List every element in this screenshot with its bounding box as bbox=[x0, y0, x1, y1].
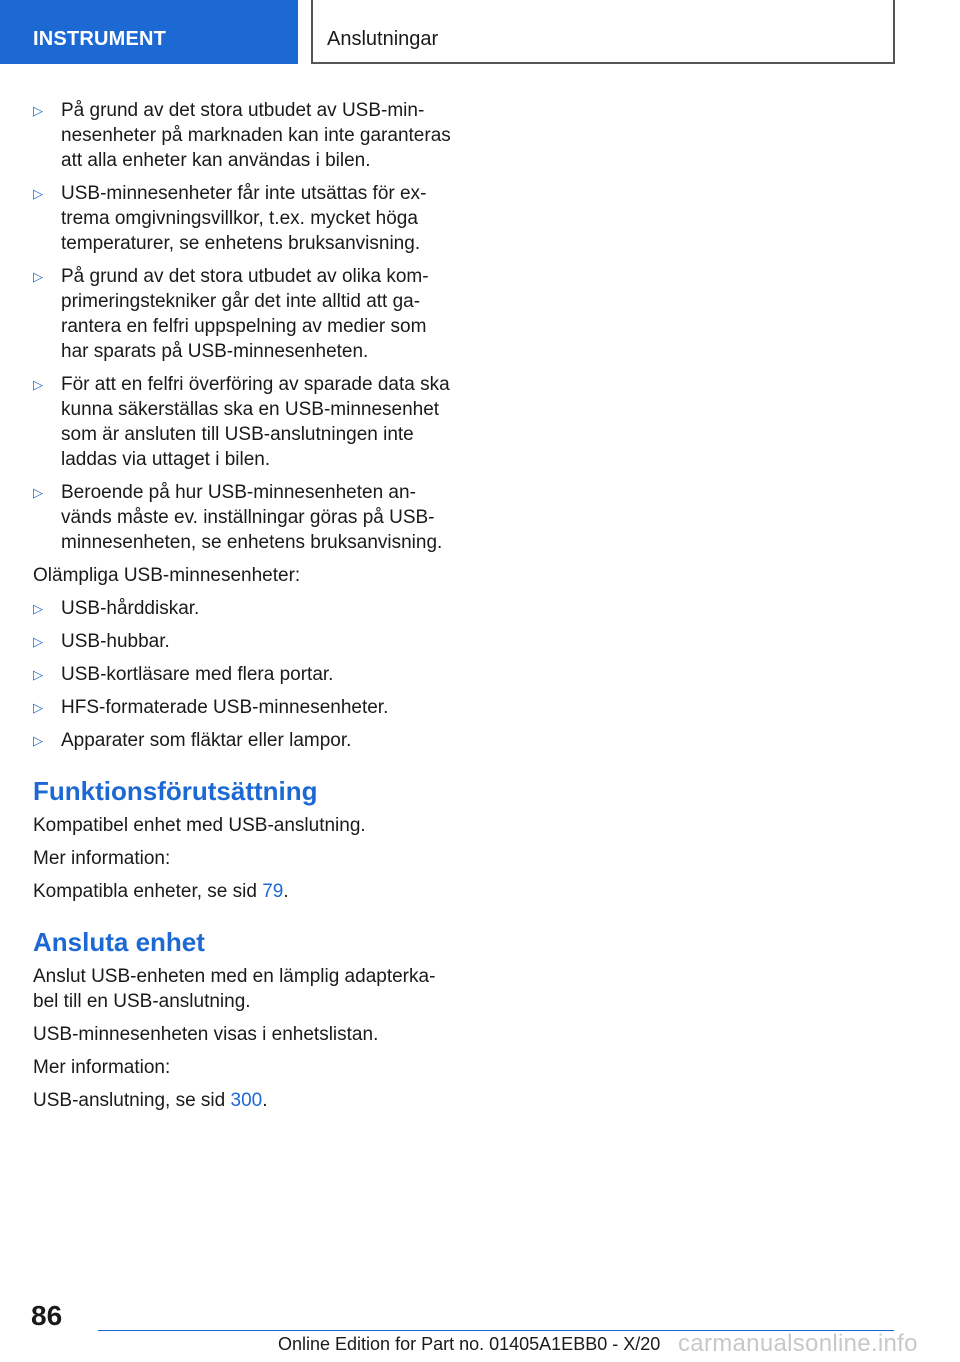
triangle-right-icon: ▷ bbox=[33, 634, 43, 649]
main-content bbox=[33, 98, 453, 1121]
list-item: ▷ För att en felfri överföring av sparade data ska kunna säkerställas ska en USB-minnesenhet som är ansluten till USB-anslutningen inte laddas via uttaget i bilen. bbox=[33, 374, 450, 470]
unsuitable-heading: Olämpliga USB-minnesenheter: bbox=[33, 565, 301, 586]
footer-edition: Online Edition for Part no. 01405A1EBB0 - X/20 bbox=[278, 1334, 661, 1354]
triangle-right-icon: ▷ bbox=[33, 667, 43, 682]
paragraph-reference: Kompatibla enheter, se sid 79. bbox=[33, 881, 289, 902]
triangle-right-icon: ▷ bbox=[33, 733, 43, 748]
bullet-list-unsuitable bbox=[33, 596, 453, 753]
section-label: INSTRUMENT bbox=[33, 28, 167, 50]
list-item: ▷ På grund av det stora utbudet av USB-minnesenheter på marknaden kan inte garanteras att alla enheter kan användas i bilen. bbox=[33, 100, 451, 171]
paragraph: Mer information: bbox=[33, 1057, 171, 1078]
paragraph: Mer information: bbox=[33, 848, 171, 869]
section-title-prerequisites: Funktionsförutsättning bbox=[33, 776, 318, 806]
watermark: carmanualsonline.info bbox=[678, 1330, 918, 1357]
page-number: 86 bbox=[31, 1300, 63, 1331]
triangle-right-icon: ▷ bbox=[33, 485, 43, 500]
list-item: ▷ USB-hårddiskar. bbox=[33, 598, 200, 619]
triangle-right-icon: ▷ bbox=[33, 601, 43, 616]
triangle-right-icon: ▷ bbox=[33, 377, 43, 392]
triangle-right-icon: ▷ bbox=[33, 700, 43, 715]
section-tab bbox=[0, 0, 298, 64]
list-item: ▷ Beroende på hur USB-minnesenheten används måste ev. inställningar göras på USB-minnesenheten, se enhetens bruksanvisning. bbox=[33, 482, 443, 553]
page-link-79[interactable]: 79 bbox=[262, 881, 284, 902]
section-title-connect-device: Ansluta enhet bbox=[33, 927, 205, 957]
paragraph: USB-minnesenheten visas i enhetslistan. bbox=[33, 1024, 379, 1045]
chapter-title: Anslutningar bbox=[327, 28, 439, 50]
list-item: ▷ Apparater som fläktar eller lampor. bbox=[33, 730, 352, 751]
triangle-right-icon: ▷ bbox=[33, 269, 43, 284]
paragraph: Anslut USB-enheten med en lämplig adapterkabel till en USB-anslutning. bbox=[33, 966, 436, 1012]
triangle-right-icon: ▷ bbox=[33, 103, 43, 118]
triangle-right-icon: ▷ bbox=[33, 186, 43, 201]
list-item: ▷ USB-minnesenheter får inte utsättas för extrema omgivningsvillkor, t.ex. mycket höga temperaturer, se enhetens bruksanvisning. bbox=[33, 183, 427, 254]
list-item: ▷ USB-kortläsare med flera portar. bbox=[33, 664, 334, 685]
list-item: ▷ På grund av det stora utbudet av olika komprimeringstekniker går det inte alltid att garantera en felfri uppspelning av medier som har sparats på USB-minnesenheten. bbox=[33, 266, 429, 362]
bullet-list-usb-notes bbox=[33, 98, 453, 555]
paragraph-reference: USB-anslutning, se sid 300. bbox=[33, 1090, 268, 1111]
paragraph: Kompatibel enhet med USB-anslutning. bbox=[33, 815, 366, 836]
page-link-300[interactable]: 300 bbox=[230, 1090, 263, 1111]
list-item: ▷ USB-hubbar. bbox=[33, 631, 170, 652]
chapter-header bbox=[311, 0, 895, 64]
list-item: ▷ HFS-formaterade USB-minnesenheter. bbox=[33, 697, 389, 718]
